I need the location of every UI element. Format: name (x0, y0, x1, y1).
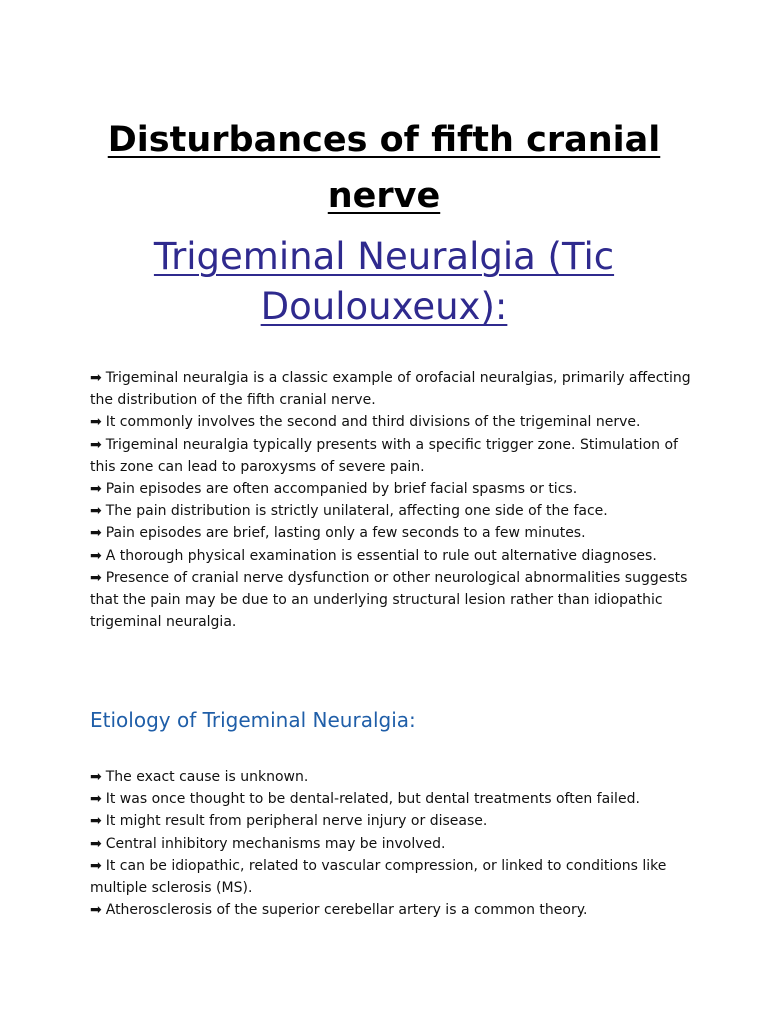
list-item (90, 478, 700, 500)
arrow-icon: ➡ (90, 414, 102, 431)
list-item (90, 766, 700, 788)
bullet-text: It was once thought to be dental-related, but dental treatments often failed. (105, 791, 640, 808)
arrow-icon: ➡ (90, 569, 102, 586)
list-item (90, 367, 700, 411)
etiology-heading: Etiology of Trigeminal Neuralgia: (90, 708, 416, 732)
bullet-text: It can be idiopathic, related to vascular compression, or linked to conditions like multiple sclerosis (MS). (90, 857, 667, 897)
bullet-text: Atherosclerosis of the superior cerebellar artery is a common theory. (105, 902, 588, 919)
bullet-text: Trigeminal neuralgia is a classic example of orofacial neuralgias, primarily affecting the distribution of the fifth cranial nerve. (90, 370, 691, 409)
list-item (90, 855, 700, 899)
list-item (90, 788, 700, 810)
arrow-icon: ➡ (90, 813, 102, 830)
arrow-icon: ➡ (90, 525, 102, 542)
arrow-icon: ➡ (90, 370, 102, 386)
list-item (90, 522, 700, 544)
bullet-text: Central inhibitory mechanisms may be involved. (105, 835, 446, 852)
etiology-bullet-list (90, 766, 700, 921)
bullet-text: Trigeminal neuralgia typically presents with a specific trigger zone. Stimulation of this zone can lead to paroxysms of severe pain. (90, 436, 678, 475)
list-item (90, 899, 700, 921)
list-item (90, 434, 700, 478)
bullet-text: It might result from peripheral nerve injury or disease. (105, 813, 488, 830)
bullet-text: The exact cause is unknown. (105, 769, 309, 785)
document-title: Disturbances of fifth cranial nerve (107, 120, 661, 216)
bullet-text: The pain distribution is strictly unilateral, affecting one side of the face. (105, 503, 608, 520)
bullet-text: It commonly involves the second and third divisions of the trigeminal nerve. (105, 414, 641, 431)
list-item (90, 810, 700, 832)
arrow-icon: ➡ (90, 857, 102, 874)
list-item (90, 833, 700, 855)
main-bullet-list (90, 367, 700, 633)
list-item (90, 567, 700, 634)
bullet-text: Pain episodes are often accompanied by brief facial spasms or tics. (105, 481, 578, 498)
arrow-icon: ➡ (90, 481, 102, 498)
list-item (90, 545, 700, 567)
list-item (90, 411, 700, 433)
section-title: Trigeminal Neuralgia (Tic Doulouxeux): (153, 235, 615, 328)
list-item (90, 500, 700, 522)
bullet-text: Pain episodes are brief, lasting only a few seconds to a few minutes. (105, 525, 586, 542)
arrow-icon: ➡ (90, 902, 102, 919)
arrow-icon: ➡ (90, 436, 102, 453)
arrow-icon: ➡ (90, 503, 102, 520)
arrow-icon: ➡ (90, 547, 102, 564)
arrow-icon: ➡ (90, 835, 102, 852)
bullet-text: Presence of cranial nerve dysfunction or other neurological abnormalities suggests that the pain may be due to an underlying structural lesion rather than idiopathic trigeminal neuralgia. (90, 569, 688, 631)
arrow-icon: ➡ (90, 769, 102, 785)
arrow-icon: ➡ (90, 791, 102, 808)
bullet-text: A thorough physical examination is essential to rule out alternative diagnoses. (105, 547, 657, 564)
